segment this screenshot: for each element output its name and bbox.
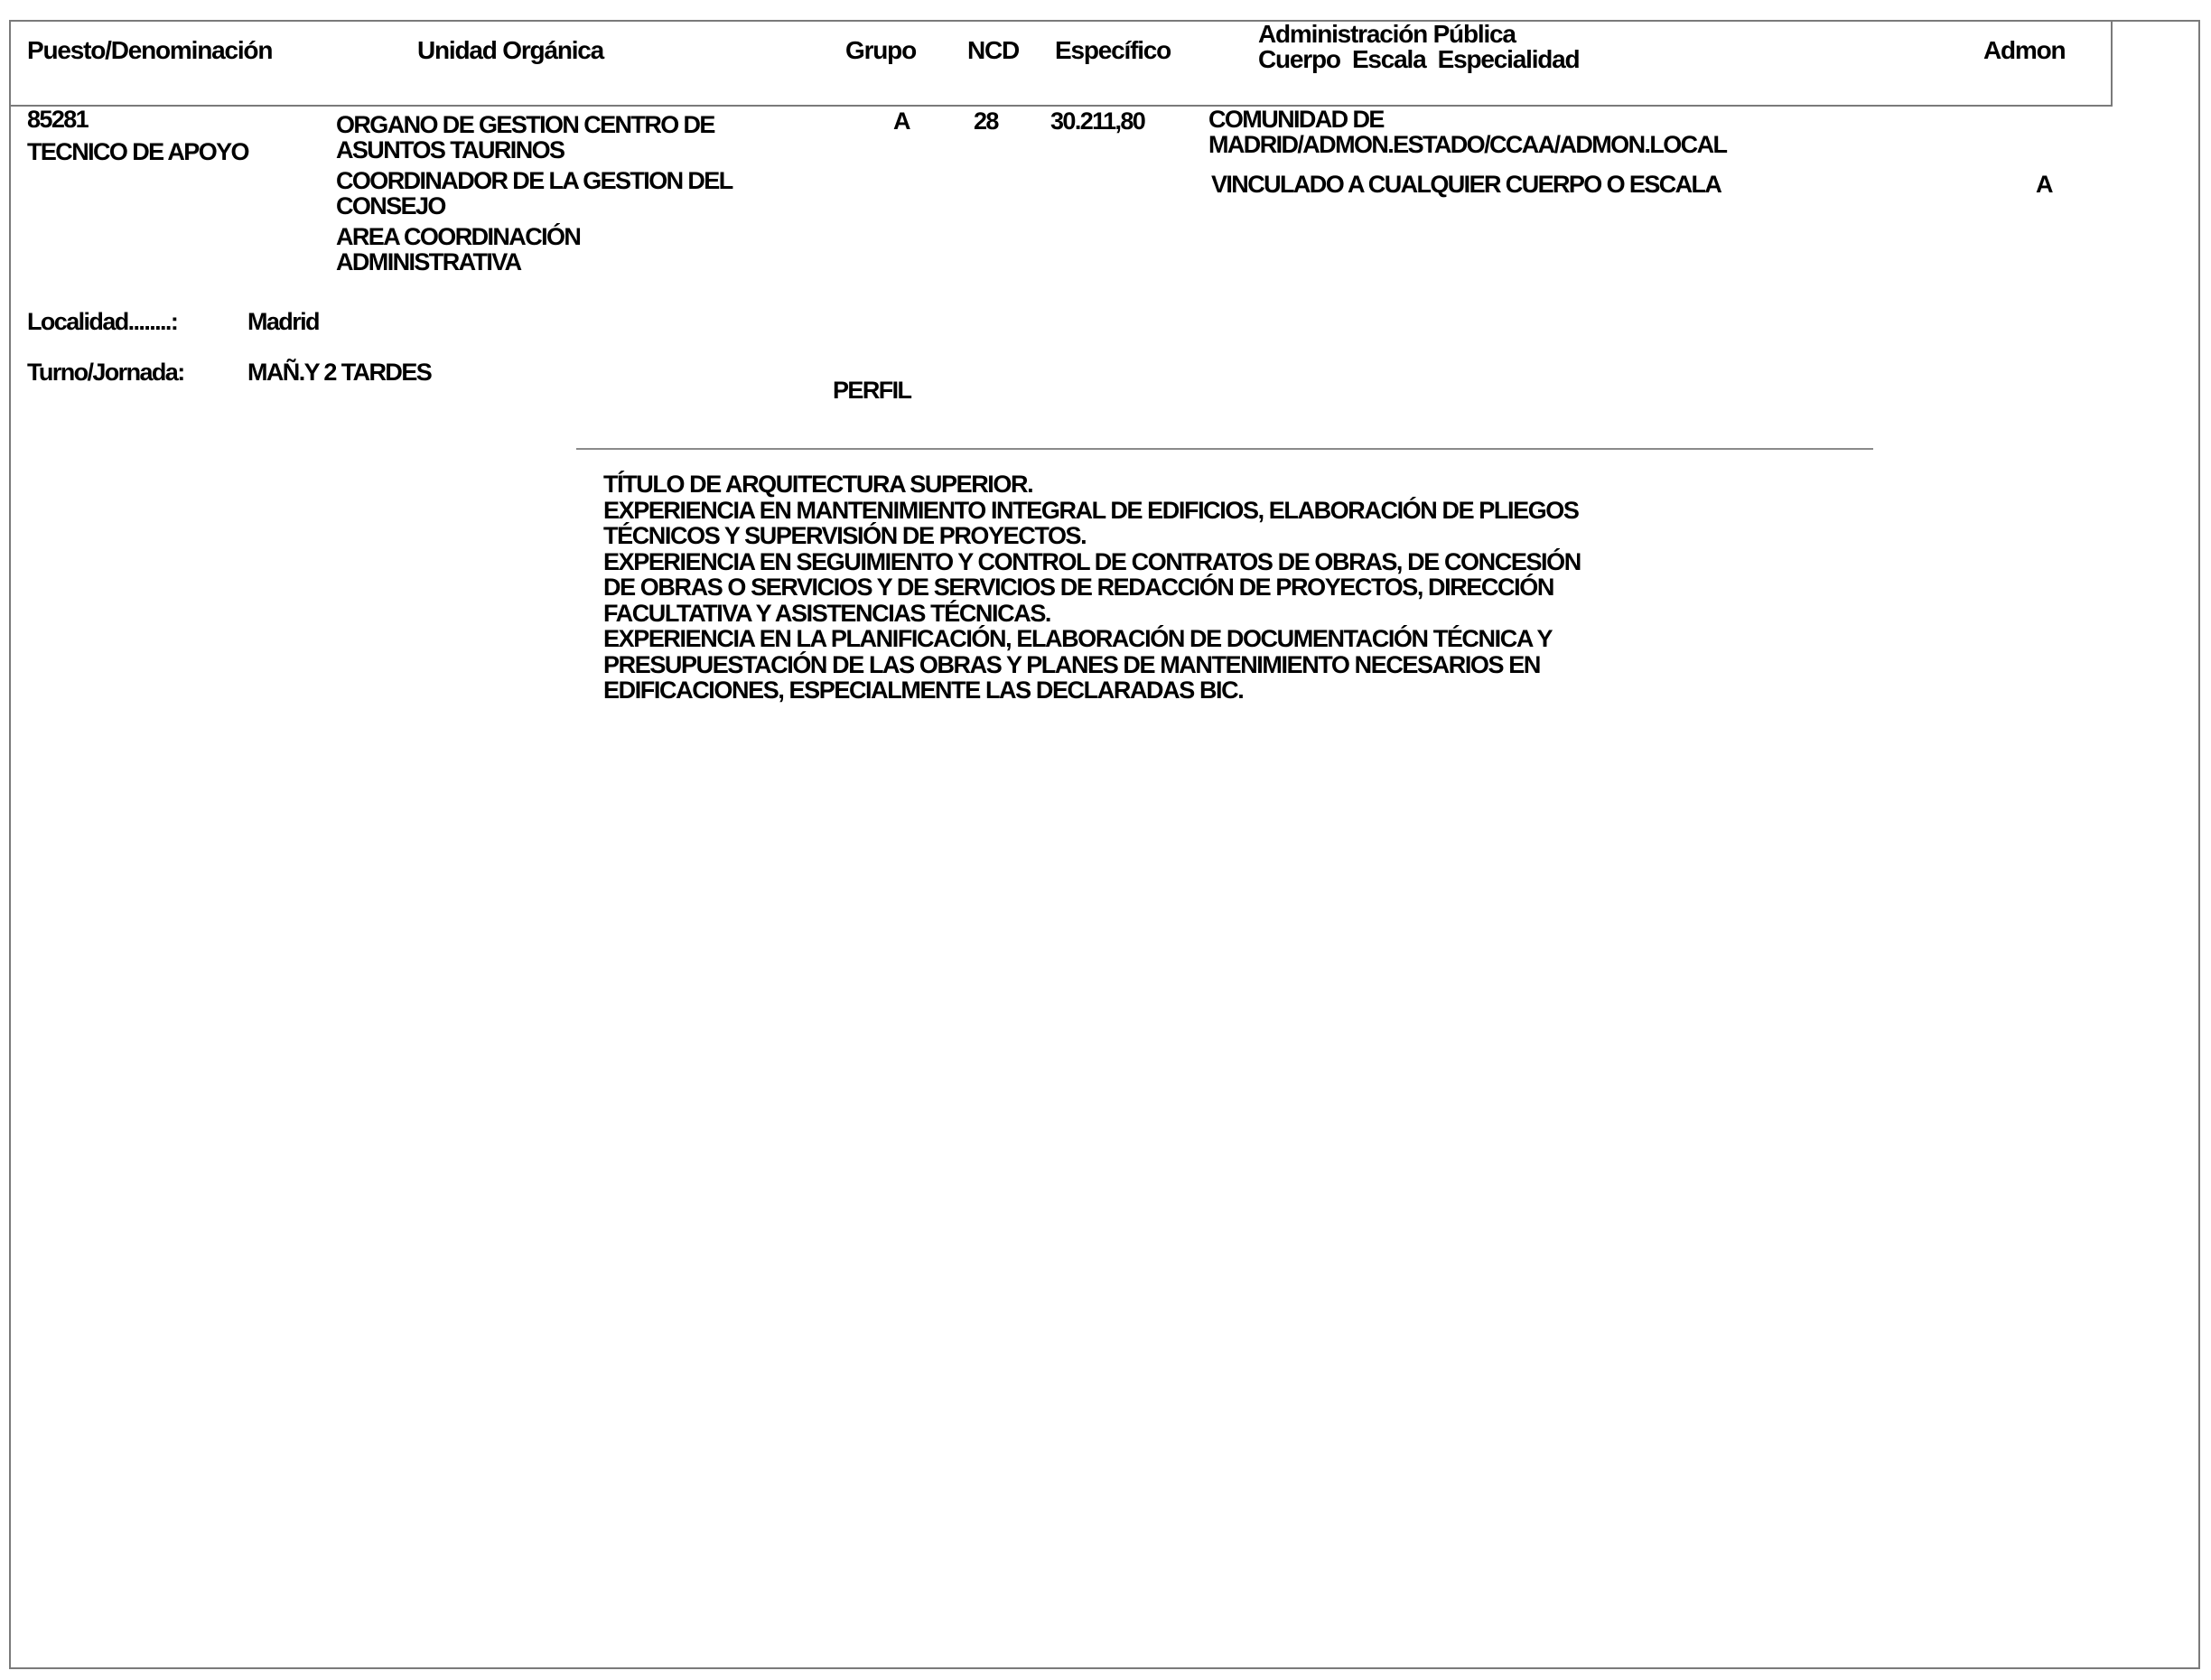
header-puesto-denominacion: Puesto/Denominación [27, 36, 273, 64]
unidad-superior-line: CONSEJO [336, 192, 445, 219]
record-especifico: 30.211,80 [1050, 107, 1145, 135]
header-cuerpo-escala-especialidad: Cuerpo Escala Especialidad [1258, 45, 1580, 73]
perfil-line: PRESUPUESTACIÓN DE LAS OBRAS Y PLANES DE MANTENIMIENTO NECESARIOS EN [603, 650, 1540, 678]
localidad-label: Localidad........: [27, 308, 178, 335]
administracion-line: COMUNIDAD DE [1208, 106, 1384, 133]
record-ncd: 28 [974, 107, 998, 135]
area-line: ADMINISTRATIVA [336, 248, 521, 275]
perfil-line: FACULTATIVA Y ASISTENCIAS TÉCNICAS. [603, 599, 1051, 627]
header-especifico: Específico [1055, 36, 1171, 64]
perfil-line: DE OBRAS O SERVICIOS Y DE SERVICIOS DE REDACCIÓN DE PROYECTOS, DIRECCIÓN [603, 574, 1553, 601]
record-unidad-organica [336, 112, 714, 163]
localidad-value: Madrid [247, 308, 319, 335]
perfil-title: PERFIL [833, 377, 911, 404]
unidad-organica-line: ASUNTOS TAURINOS [336, 136, 564, 163]
record-administracion [1208, 107, 1726, 157]
perfil-line: TÉCNICOS Y SUPERVISIÓN DE PROYECTOS. [603, 522, 1087, 549]
administracion-line: MADRID/ADMON.ESTADO/CCAA/ADMON.LOCAL [1208, 131, 1727, 158]
record-codigo: 85281 [27, 106, 89, 133]
turno-value: MAÑ.Y 2 TARDES [247, 359, 432, 386]
perfil-line: EXPERIENCIA EN SEGUIMIENTO Y CONTROL DE CONTRATOS DE OBRAS, DE CONCESIÓN [603, 547, 1581, 575]
perfil-divider [576, 448, 1873, 450]
record-admon: A [2036, 171, 2052, 198]
header-admon: Admon [1983, 36, 2066, 64]
perfil-line: TÍTULO DE ARQUITECTURA SUPERIOR. [603, 471, 1033, 498]
header-administracion-publica: Administración Pública [1258, 20, 1516, 48]
turno-label: Turno/Jornada: [27, 359, 184, 386]
record-grupo: A [893, 107, 910, 135]
unidad-superior-line: COORDINADOR DE LA GESTION DEL [336, 167, 732, 194]
record-denominacion: TECNICO DE APOYO [27, 138, 248, 165]
perfil-line: EXPERIENCIA EN LA PLANIFICACIÓN, ELABORACIÓN DE DOCUMENTACIÓN TÉCNICA Y [603, 625, 1553, 652]
unidad-organica-line: ORGANO DE GESTION CENTRO DE [336, 111, 714, 138]
record-unidad-superior [336, 168, 732, 219]
header-grupo: Grupo [845, 36, 916, 64]
record-cuerpo: VINCULADO A CUALQUIER CUERPO O ESCALA [1211, 171, 1721, 198]
area-line: AREA COORDINACIÓN [336, 223, 581, 250]
perfil-text [603, 471, 1714, 704]
perfil-line: EDIFICACIONES, ESPECIALMENTE LAS DECLARADAS BIC. [603, 677, 1244, 704]
record-area [336, 224, 580, 275]
perfil-line: EXPERIENCIA EN MANTENIMIENTO INTEGRAL DE EDIFICIOS, ELABORACIÓN DE PLIEGOS [603, 496, 1579, 524]
header-unidad-organica: Unidad Orgánica [417, 36, 604, 64]
header-ncd: NCD [967, 36, 1020, 64]
